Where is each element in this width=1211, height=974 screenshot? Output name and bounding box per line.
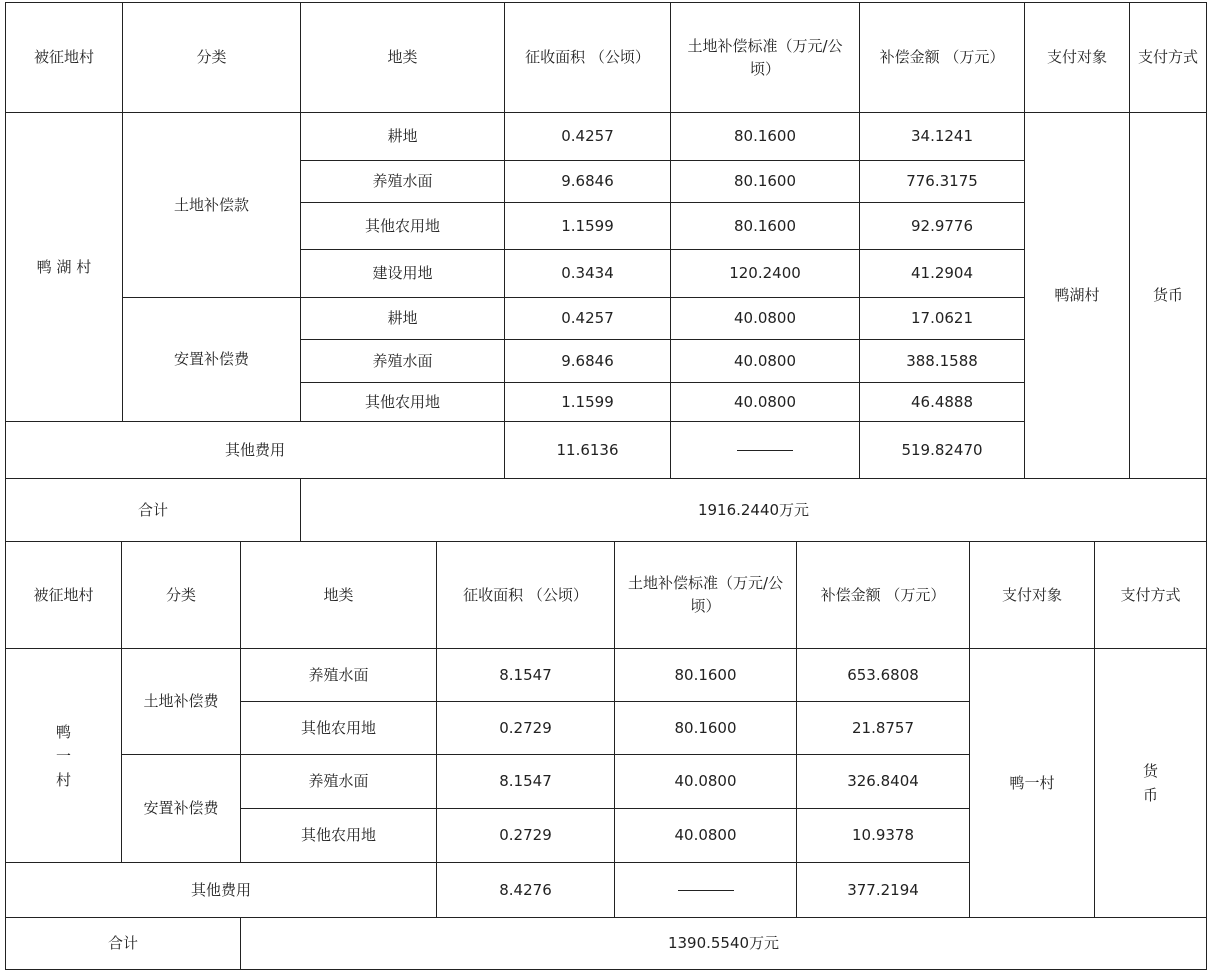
standard-cell: 80.1600 (615, 702, 797, 755)
land-type-cell: 耕地 (301, 113, 505, 161)
land-type-cell: 养殖水面 (301, 161, 505, 203)
area-cell: 0.2729 (437, 809, 615, 863)
header-area: 征收面积 （公顷） (437, 542, 615, 649)
standard-cell: 80.1600 (671, 161, 860, 203)
header-village: 被征地村 (6, 542, 122, 649)
area-cell: 9.6846 (505, 340, 671, 383)
total-label: 合计 (6, 479, 301, 542)
area-cell: 8.1547 (437, 649, 615, 702)
total-label: 合计 (6, 918, 241, 970)
amount-cell: 34.1241 (860, 113, 1025, 161)
payee-cell: 鸭一村 (970, 649, 1095, 918)
area-cell: 1.1599 (505, 203, 671, 250)
table-row (6, 649, 1207, 702)
land-type-cell: 其他农用地 (301, 203, 505, 250)
land-type-cell: 耕地 (301, 298, 505, 340)
area-cell: 0.4257 (505, 113, 671, 161)
category-land-compensation: 土地补偿款 (123, 113, 301, 298)
total-value: 1916.2440万元 (301, 479, 1207, 542)
header-amount: 补偿金额 （万元） (797, 542, 970, 649)
amount-cell: 92.9776 (860, 203, 1025, 250)
standard-cell: 80.1600 (671, 203, 860, 250)
header-row (6, 3, 1207, 113)
village-cell: 鸭一村 (6, 649, 122, 863)
other-fees-label: 其他费用 (6, 422, 505, 479)
header-method: 支付方式 (1130, 3, 1207, 113)
standard-cell: 80.1600 (671, 113, 860, 161)
amount-cell: 41.2904 (860, 250, 1025, 298)
category-resettlement: 安置补偿费 (122, 755, 241, 863)
other-fees-label: 其他费用 (6, 863, 437, 918)
standard-cell: 120.2400 (671, 250, 860, 298)
land-type-cell: 其他农用地 (241, 809, 437, 863)
table-row (6, 113, 1207, 161)
standard-cell: 40.0800 (615, 809, 797, 863)
land-type-cell: 建设用地 (301, 250, 505, 298)
header-category: 分类 (122, 542, 241, 649)
header-land-type: 地类 (301, 3, 505, 113)
land-type-cell: 养殖水面 (241, 755, 437, 809)
other-fees-area: 8.4276 (437, 863, 615, 918)
category-land-compensation: 土地补偿费 (122, 649, 241, 755)
amount-cell: 326.8404 (797, 755, 970, 809)
header-standard: 土地补偿标准（万元/公顷） (615, 542, 797, 649)
standard-cell: 40.0800 (671, 298, 860, 340)
amount-cell: 21.8757 (797, 702, 970, 755)
amount-cell: 46.4888 (860, 383, 1025, 422)
standard-cell: 40.0800 (615, 755, 797, 809)
dash-line (737, 450, 793, 451)
method-cell: 货币 (1130, 113, 1207, 479)
payee-cell: 鸭湖村 (1025, 113, 1130, 479)
other-fees-amount: 519.82470 (860, 422, 1025, 479)
land-type-cell: 其他农用地 (241, 702, 437, 755)
dash-line (678, 890, 734, 891)
area-cell: 1.1599 (505, 383, 671, 422)
land-type-cell: 养殖水面 (241, 649, 437, 702)
area-cell: 0.4257 (505, 298, 671, 340)
amount-cell: 653.6808 (797, 649, 970, 702)
area-cell: 9.6846 (505, 161, 671, 203)
other-fees-area: 11.6136 (505, 422, 671, 479)
header-standard: 土地补偿标准（万元/公顷） (671, 3, 860, 113)
compensation-table-yahu (5, 2, 1207, 542)
area-cell: 0.2729 (437, 702, 615, 755)
header-village: 被征地村 (6, 3, 123, 113)
amount-cell: 10.9378 (797, 809, 970, 863)
category-resettlement: 安置补偿费 (123, 298, 301, 422)
header-land-type: 地类 (241, 542, 437, 649)
header-payee: 支付对象 (970, 542, 1095, 649)
header-payee: 支付对象 (1025, 3, 1130, 113)
compensation-table-yayi (5, 541, 1207, 970)
other-fees-amount: 377.2194 (797, 863, 970, 918)
area-cell: 0.3434 (505, 250, 671, 298)
header-amount: 补偿金额 （万元） (860, 3, 1025, 113)
method-cell: 货币 (1095, 649, 1207, 918)
standard-cell: 80.1600 (615, 649, 797, 702)
total-row (6, 918, 1207, 970)
area-cell: 8.1547 (437, 755, 615, 809)
land-type-cell: 其他农用地 (301, 383, 505, 422)
standard-cell: 40.0800 (671, 340, 860, 383)
land-type-cell: 养殖水面 (301, 340, 505, 383)
standard-cell: 40.0800 (671, 383, 860, 422)
header-method: 支付方式 (1095, 542, 1207, 649)
header-row (6, 542, 1207, 649)
amount-cell: 388.1588 (860, 340, 1025, 383)
total-value: 1390.5540万元 (241, 918, 1207, 970)
other-fees-standard-dash (615, 863, 797, 918)
amount-cell: 776.3175 (860, 161, 1025, 203)
header-area: 征收面积 （公顷） (505, 3, 671, 113)
amount-cell: 17.0621 (860, 298, 1025, 340)
village-cell: 鸭 湖 村 (6, 113, 123, 422)
header-category: 分类 (123, 3, 301, 113)
other-fees-standard-dash (671, 422, 860, 479)
total-row (6, 479, 1207, 542)
